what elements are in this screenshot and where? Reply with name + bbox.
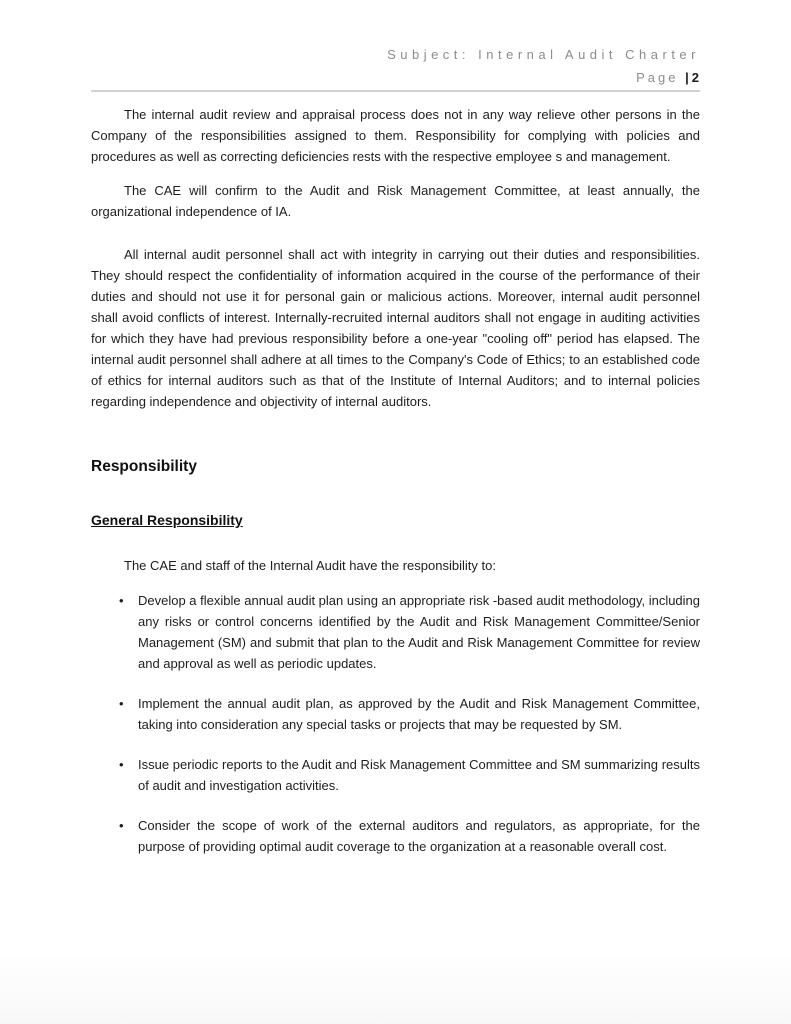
bullet-item-audit-plan — [91, 590, 700, 674]
paragraph-integrity-ethics: All internal audit personnel shall act with integrity in carrying out their duties and responsibilities. They should respect the confidentiality of information acquired in the course of the performance of their duties and should not use it for personal gain or malicious actions. Moreover, internal audit personnel shall avoid conflicts of interest. Internally-recruited internal auditors shall not engage in auditing activities for which they have had previous responsibility before a one-year "cooling off" period has elapsed. The internal audit personnel shall adhere at all times to the Company's Code of Ethics; to an established code of ethics for internal auditors such as that of the Institute of Internal Auditors; and to internal policies regarding independence and objectivity of internal auditors. — [91, 247, 700, 409]
bullet-marker: • — [119, 818, 124, 833]
bullet-marker: • — [119, 593, 124, 608]
bullet-item-periodic-reports — [91, 754, 700, 796]
bullet-item-external-auditors — [91, 815, 700, 857]
bullet-marker: • — [119, 696, 124, 711]
subsection-heading-general-responsibility: General Responsibility — [91, 512, 243, 528]
page-number: 2 — [691, 70, 700, 85]
responsibility-bullet-list — [91, 590, 700, 857]
responsibility-intro-line: The CAE and staff of the Internal Audit have the responsibility to: — [124, 558, 496, 573]
page-word: Page — [636, 70, 686, 85]
paragraph-cae-confirm: The CAE will confirm to the Audit and Risk Management Committee, at least annually, the organizational independence of IA. — [91, 183, 700, 219]
page-header — [91, 47, 700, 92]
bullet-marker: • — [119, 757, 124, 772]
section-heading-responsibility: Responsibility — [91, 458, 197, 475]
page-separator: | — [685, 70, 692, 85]
header-subject: Subject: Internal Audit Charter — [387, 47, 700, 62]
paragraph-review-appraisal: The internal audit review and appraisal process does not in any way relieve other persons in the Company of the responsibilities assigned to them. Responsibility for complying with policies and procedures as well as correcting deficiencies rests with the respective employee s and management. — [91, 107, 700, 164]
bullet-text: Issue periodic reports to the Audit and Risk Management Committee and SM summarizing results of audit and investigation activities. — [138, 757, 700, 793]
bullet-text: Consider the scope of work of the external auditors and regulators, as appropriate, for the purpose of providing optimal audit coverage to the organization at a reasonable overall cost. — [138, 818, 700, 854]
bullet-text: Implement the annual audit plan, as approved by the Audit and Risk Management Committee, taking into consideration any special tasks or projects that may be requested by SM. — [138, 696, 700, 732]
scan-noise-texture — [0, 954, 791, 1024]
header-page-line — [91, 70, 700, 85]
bullet-text: Develop a flexible annual audit plan using an appropriate risk -based audit methodology, including any risks or control concerns identified by the Audit and Risk Management Committee/Senior Management (SM) and submit that plan to the Audit and Risk Management Committee for review and approval as well as periodic updates. — [138, 593, 701, 671]
header-rule — [91, 90, 700, 92]
bullet-item-implement-plan — [91, 693, 700, 735]
page-content — [91, 0, 700, 857]
